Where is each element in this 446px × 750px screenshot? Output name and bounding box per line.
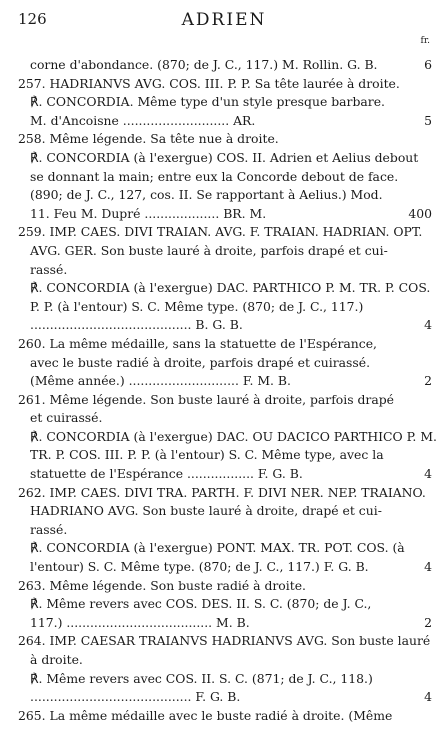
value-unit-label: fr.	[420, 36, 430, 46]
catalogue-line	[18, 707, 438, 726]
catalogue-line	[18, 130, 438, 149]
catalogue-line	[18, 558, 438, 577]
catalogue-line	[18, 112, 438, 131]
line-text: 264. IMP. CAESAR TRAIANVS HADRIANVS AVG. Son buste lauré	[18, 633, 431, 649]
line-text: TR. P. COS. III. P. P. (à l'entour) S. C. Même type, avec la	[30, 447, 384, 463]
line-value: 2	[424, 373, 432, 389]
line-text: ......................................... B. G. B.	[30, 317, 243, 333]
line-text: et cuirassé.	[30, 410, 103, 426]
line-text: avec le buste radié à droite, parfois drapé et cuirassé.	[30, 354, 371, 370]
line-text: AVG. GER. Son buste lauré à droite, parfois drapé et cui-	[30, 242, 388, 258]
line-value: 4	[424, 317, 432, 333]
line-text: (890; de J. C., 127, cos. II. Se rapportant à Aelius.) Mod.	[30, 187, 383, 203]
line-text: HADRIANO AVG. Son buste lauré à droite, drapé et cui-	[30, 503, 382, 519]
catalogue-line	[18, 93, 438, 112]
line-text: corne d'abondance. (870; de J. C., 117.) M. Rollin. G. B.	[30, 57, 378, 72]
line-text: à droite.	[30, 652, 83, 667]
catalogue-line	[18, 168, 438, 187]
catalogue-line	[18, 205, 438, 224]
catalogue-line	[18, 465, 438, 484]
line-text: 259. IMP. CAES. DIVI TRAIAN. AVG. F. TRAIAN. HADRIAN. OPT.	[18, 224, 423, 240]
line-text: 117.) ..................................... M. B.	[30, 614, 250, 630]
page-number: 126	[18, 10, 47, 28]
catalogue-line	[18, 688, 438, 707]
line-text: 258. Même légende. Sa tête nue à droite.	[18, 131, 279, 147]
catalogue-line	[18, 242, 438, 261]
line-text: 263. Même légende. Son buste radié à droite.	[18, 577, 306, 593]
catalogue-line	[18, 577, 438, 596]
line-text: l'entour) S. C. Même type. (870; de J. C., 117.) F. G. B.	[30, 559, 369, 575]
line-text: ......................................... F. G. B.	[30, 689, 241, 705]
line-text: 265. La même médaille avec le buste radié à droite. (Même	[18, 707, 393, 723]
line-text: rassé.	[30, 521, 68, 537]
line-text: statuette de l'Espérance ................. F. G. B.	[30, 466, 303, 482]
catalogue-line	[18, 521, 438, 540]
running-header	[18, 10, 430, 46]
line-text: 11. Feu M. Dupré ................... BR. M.	[30, 205, 267, 221]
catalogue-line	[18, 614, 438, 633]
line-text: ℟. CONCORDIA. Même type d'un style presque barbare.	[30, 94, 385, 110]
catalogue-line	[18, 632, 438, 651]
catalogue-line	[18, 446, 438, 465]
line-text: ℟. Même revers avec COS. II. S. C. (871; de J. C., 118.)	[30, 670, 373, 686]
page-title: ADRIEN	[181, 10, 267, 30]
catalogue-line	[18, 75, 438, 94]
line-text: se donnant la main; entre eux la Concorde debout de face.	[30, 168, 399, 184]
catalogue-line	[18, 279, 438, 298]
catalogue-line	[18, 391, 438, 410]
line-value: 2	[424, 614, 432, 630]
line-value: 4	[424, 466, 432, 482]
line-value: 4	[424, 689, 432, 705]
catalogue-line	[18, 223, 438, 242]
catalogue-line	[18, 484, 438, 503]
catalogue-line	[18, 372, 438, 391]
line-text: ℟. CONCORDIA (à l'exergue) DAC. PARTHICO P. M. TR. P. COS.	[30, 280, 431, 296]
line-text: P. P. (à l'entour) S. C. Même type. (870; de J. C., 117.)	[30, 298, 364, 314]
catalogue-line	[18, 186, 438, 205]
catalogue-line	[18, 335, 438, 354]
catalogue-line	[18, 56, 438, 75]
catalogue-line	[18, 409, 438, 428]
line-text: rassé.	[30, 261, 68, 277]
catalogue-line	[18, 539, 438, 558]
line-text: ℟. CONCORDIA (à l'exergue) COS. II. Adrien et Aelius debout	[30, 149, 419, 165]
catalogue-line	[18, 354, 438, 373]
line-value: 400	[408, 205, 432, 221]
line-value: 4	[424, 559, 432, 575]
line-value: 5	[424, 112, 432, 128]
line-text: 261. Même légende. Son buste lauré à droite, parfois drapé	[18, 391, 395, 407]
line-text: ℟. CONCORDIA (à l'exergue) PONT. MAX. TR. POT. COS. (à	[30, 540, 405, 556]
catalogue-line	[18, 502, 438, 521]
catalogue-line	[18, 595, 438, 614]
line-text: 257. HADRIANVS AVG. COS. III. P. P. Sa tête laurée à droite.	[18, 75, 400, 91]
catalogue-line	[18, 428, 438, 447]
line-text: ℟. CONCORDIA (à l'exergue) DAC. OU DACICO PARTHICO P. M.	[30, 428, 437, 444]
line-text: 260. La même médaille, sans la statuette de l'Espérance,	[18, 335, 377, 351]
line-text: 262. IMP. CAES. DIVI TRA. PARTH. F. DIVI NER. NEP. TRAIANO.	[18, 484, 426, 500]
catalogue-line	[18, 261, 438, 280]
catalogue-line	[18, 670, 438, 689]
catalogue-line	[18, 298, 438, 317]
line-value: 6	[424, 57, 432, 72]
line-text: ℟. Même revers avec COS. DES. II. S. C. (870; de J. C.,	[30, 596, 372, 612]
catalogue-entries	[18, 56, 438, 725]
catalogue-line	[18, 316, 438, 335]
line-text: (Même année.) ............................ F. M. B.	[30, 373, 291, 389]
catalogue-line	[18, 149, 438, 168]
line-text: M. d'Ancoisne ........................... AR.	[30, 112, 256, 128]
catalogue-line	[18, 651, 438, 670]
